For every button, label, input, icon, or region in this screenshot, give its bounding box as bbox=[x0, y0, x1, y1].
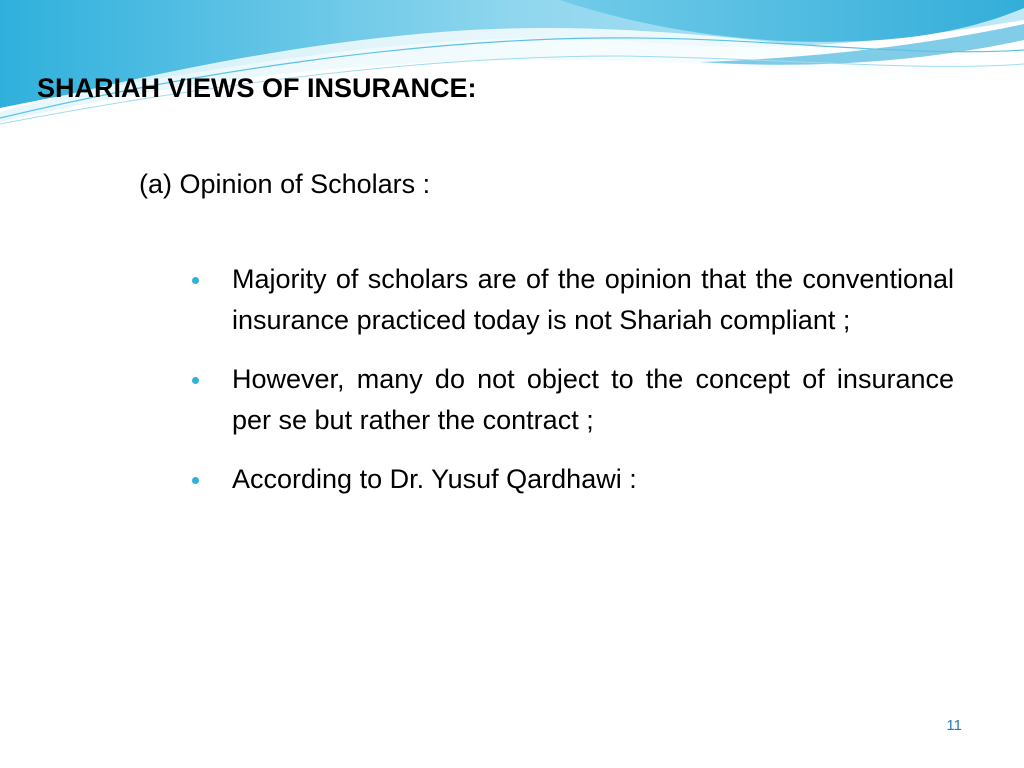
list-item bbox=[190, 359, 954, 441]
page-number: 11 bbox=[946, 717, 962, 734]
slide-title: SHARIAH VIEWS OF INSURANCE: bbox=[37, 73, 477, 103]
bullet-dot-icon bbox=[192, 277, 199, 284]
bullet-dot-icon bbox=[192, 377, 199, 384]
bullet-text: However, many do not object to the concept of insurance per se but rather the contract ; bbox=[232, 364, 954, 435]
bullet-dot-icon bbox=[192, 477, 199, 484]
bullet-text: Majority of scholars are of the opinion that the conventional insurance practiced today is not Shariah compliant ; bbox=[232, 264, 954, 335]
bullet-text: According to Dr. Yusuf Qardhawi : bbox=[232, 464, 637, 494]
header-wave-decoration bbox=[0, 0, 1024, 130]
list-item bbox=[190, 459, 954, 500]
list-item bbox=[190, 259, 954, 341]
bullet-list bbox=[190, 259, 954, 518]
subheading: (a) Opinion of Scholars : bbox=[139, 169, 431, 199]
